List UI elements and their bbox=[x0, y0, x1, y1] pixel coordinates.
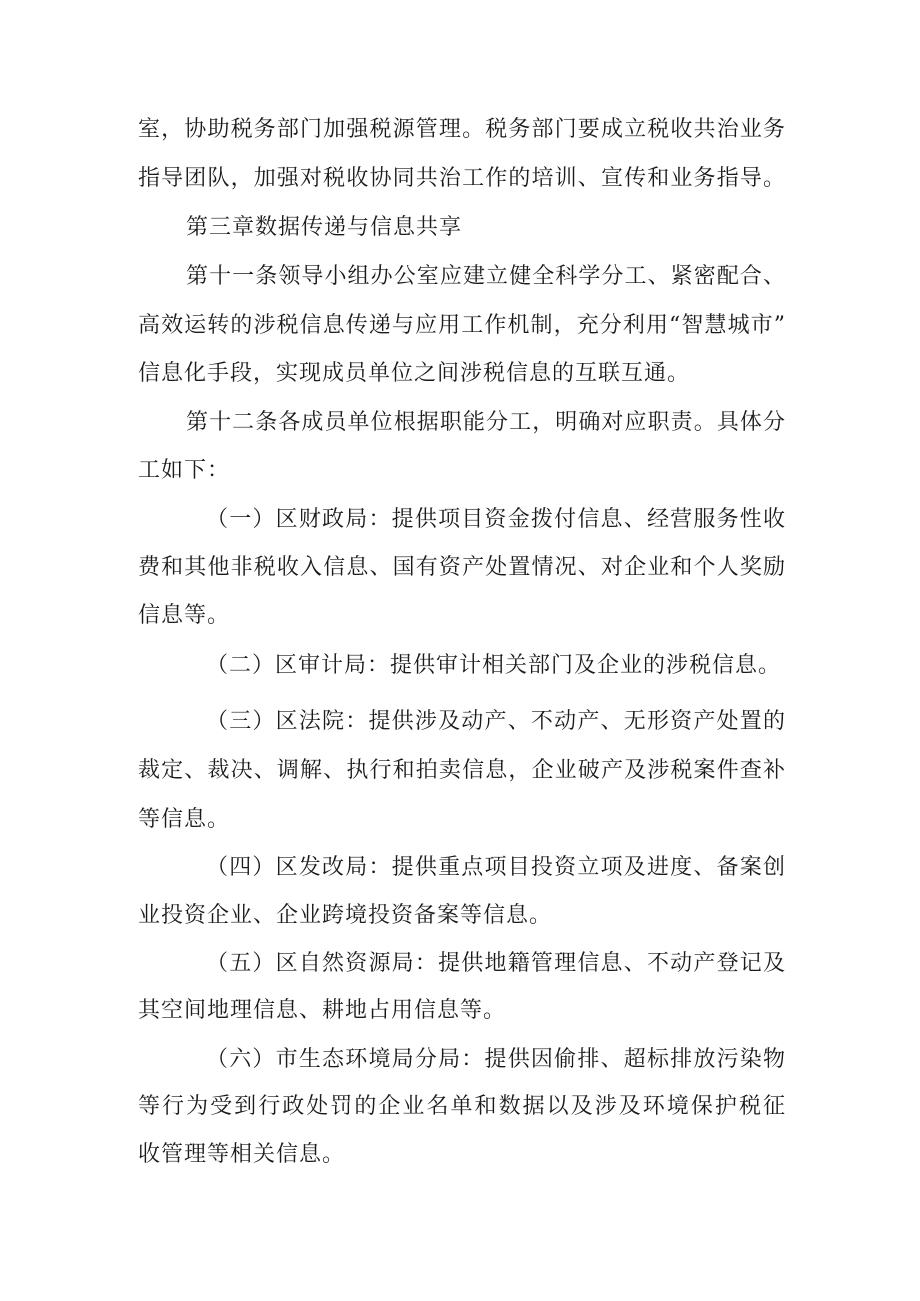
article-11-line: 信息化手段，实现成员单位之间涉税信息的互联互通。 bbox=[138, 361, 691, 386]
article-11-line: 第十一条领导小组办公室应建立健全科学分工、紧密配合、 bbox=[186, 264, 786, 289]
item-6-line: 等行为受到行政处罚的企业名单和数据以及涉及环境保护税征 bbox=[138, 1094, 786, 1119]
item-4-line: （四）区发改局：提供重点项目投资立项及进度、备案创 bbox=[206, 855, 786, 880]
item-3-line: （三）区法院：提供涉及动产、不动产、无形资产处置的 bbox=[206, 709, 786, 734]
paragraph-line: 室，协助税务部门加强税源管理。税务部门要成立税收共治业务 bbox=[138, 117, 786, 142]
item-6-line: （六）市生态环境局分局：提供因偷排、超标排放污染物 bbox=[206, 1047, 786, 1072]
item-6-line: 收管理等相关信息。 bbox=[138, 1142, 346, 1167]
chapter-heading: 第三章数据传递与信息共享 bbox=[186, 215, 463, 240]
item-1-line: 费和其他非税收入信息、国有资产处置情况、对企业和个人奖励 bbox=[138, 555, 786, 580]
item-1-line: 信息等。 bbox=[138, 603, 231, 628]
item-3-line: 裁定、裁决、调解、执行和拍卖信息，企业破产及涉税案件查补 bbox=[138, 758, 786, 783]
item-3-line: 等信息。 bbox=[138, 807, 231, 832]
item-5-line: （五）区自然资源局：提供地籍管理信息、不动产登记及 bbox=[206, 951, 786, 976]
item-4-line: 业投资企业、企业跨境投资备案等信息。 bbox=[138, 903, 553, 928]
item-1-line: （一）区财政局：提供项目资金拨付信息、经营服务性收 bbox=[206, 507, 786, 532]
item-2-line: （二）区审计局：提供审计相关部门及企业的涉税信息。 bbox=[206, 653, 782, 678]
article-12-line: 工如下： bbox=[138, 458, 231, 483]
article-11-line: 高效运转的涉税信息传递与应用工作机制，充分利用“智慧城市” bbox=[138, 313, 786, 338]
article-12-line: 第十二条各成员单位根据职能分工，明确对应职责。具体分 bbox=[186, 410, 786, 435]
item-5-line: 其空间地理信息、耕地占用信息等。 bbox=[138, 998, 507, 1023]
paragraph-line: 指导团队，加强对税收协同共治工作的培训、宣传和业务指导。 bbox=[138, 166, 786, 191]
